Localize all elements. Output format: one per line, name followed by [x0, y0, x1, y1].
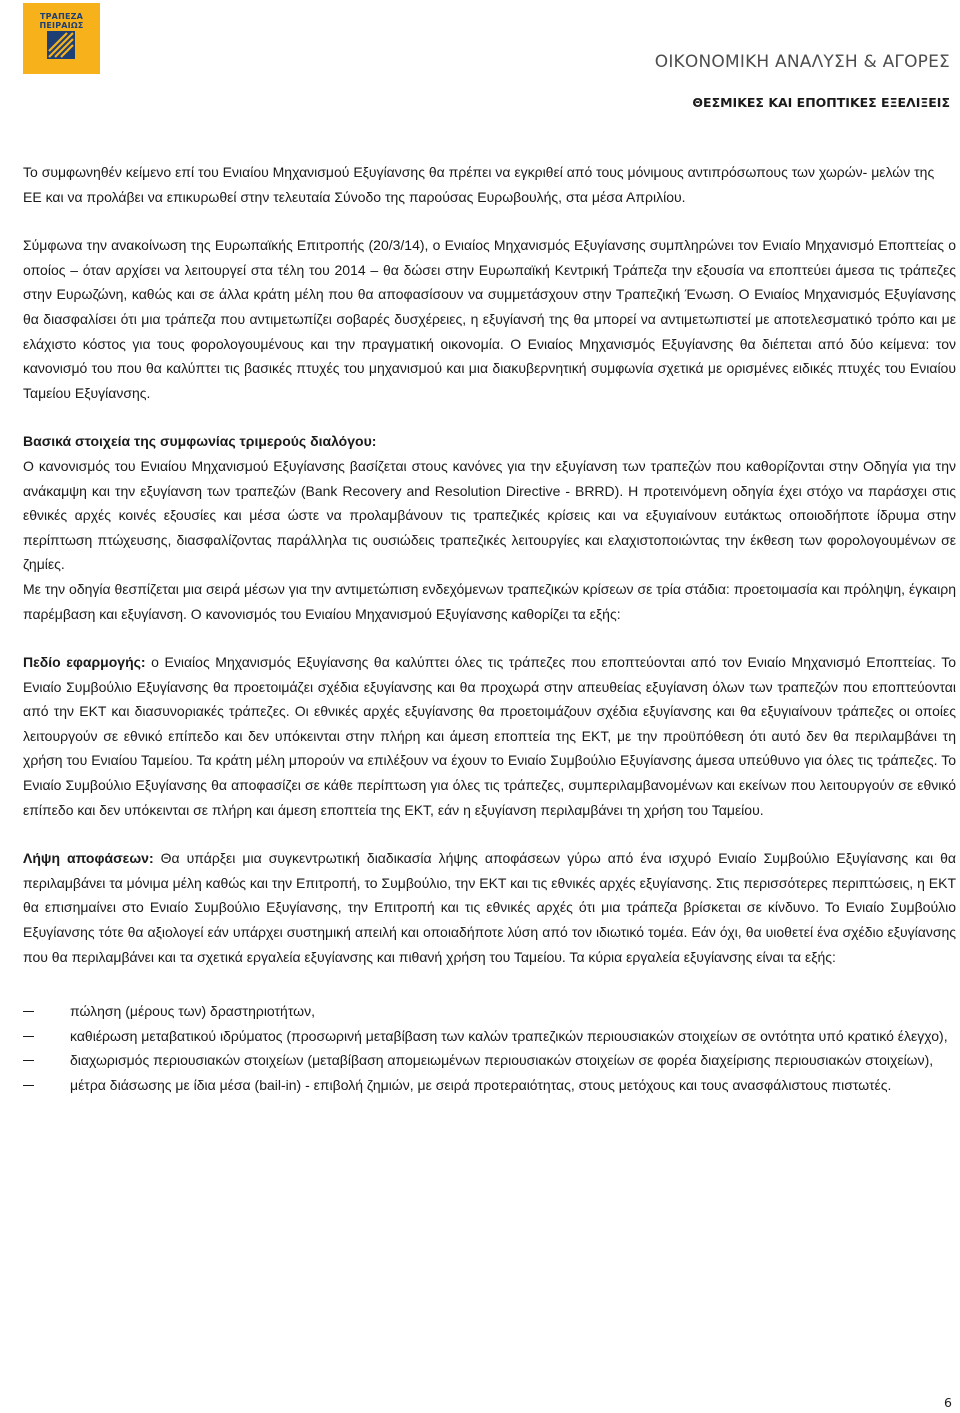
section-title: ΟΙΚΟΝΟΜΙΚΗ ΑΝΑΛΥΣΗ & ΑΓΟΡΕΣ: [654, 52, 950, 72]
list-item: πώληση (μέρους των) δραστηριοτήτων,: [23, 999, 956, 1024]
section-heading: Βασικά στοιχεία της συμφωνίας τριμερούς διαλόγου:: [23, 433, 377, 450]
list-item: μέτρα διάσωσης με ίδια μέσα (bail-in) - επιβολή ζημιών, με σειρά προτεραιότητας, στους μετόχους και τους ανασφάλιστους πιστωτές.: [23, 1073, 956, 1098]
list-item: διαχωρισμός περιουσιακών στοιχείων (μεταβίβαση απομειωμένων περιουσιακών στοιχείων σε φορέα διαχείρισης περιουσιακών στοιχείων),: [23, 1048, 956, 1073]
intro-paragraph: Το συμφωνηθέν κείμενο επί του Ενιαίου Μηχανισμού Εξυγίανσης θα πρέπει να εγκριθεί από τους μόνιμους αντιπρόσωπους των χωρών- μελών της ΕΕ και να προλάβει να επικυρωθεί στην τελευταία Σύνοδο της παρούσας Ευρωβουλής, στα μέσα Απριλίου.: [23, 164, 935, 205]
subsection-title: ΘΕΣΜΙΚΕΣ ΚΑΙ ΕΠΟΠΤΙΚΕΣ ΕΞΕΛΙΞΕΙΣ: [692, 95, 950, 110]
commission-paragraph: Σύμφωνα την ανακοίνωση της Ευρωπαϊκής Επιτροπής (20/3/14), ο Ενιαίος Μηχανισμός Εξυγίανσης συμπληρώνει τον Ενιαίο Μηχανισμό Εποπτείας ο οποίος – όταν αρχίσει να λειτουργεί στα τέλη του 2014 – θα δώσει στην Ευρωπαϊκή Κεντρική Τράπεζα την εξουσία να εποπτεύει άμεσα τις τράπεζες στην Ευρωζώνη, καθώς και σε άλλα κράτη μέλη που θα αποφασίσουν να συμμετάσχουν στην Τραπεζική Ένωση. Ο Ενιαίος Μηχανισμός Εξυγίανσης θα διασφαλίσει ότι μια τράπεζα που αντιμετωπίζει σοβαρές δυσχέρειες, η εξυγίανσή της θα μπορεί να αντιμετωπιστεί με αποτελεσματικό τρόπο και με ελάχιστο κόστος για τους φορολογουμένους και την πραγματική οικονομία. Ο Ενιαίος Μηχανισμός Εξυγίανσης θα διέπεται από δύο κείμενα: τον κανονισμό του που θα καλύπτει τις βασικές πτυχές του μηχανισμού και μια διακυβερνητική συμφωνία σχετικά με ορισμένες ειδικές πτυχές του Ενιαίου Ταμείου Εξυγίανσης.: [23, 237, 956, 401]
regulation-paragraph: Ο κανονισμός του Ενιαίου Μηχανισμού Εξυγίανσης βασίζεται στους κανόνες για την εξυγίανση των τραπεζών που καθορίζονται στην Οδηγία για την ανάκαμψη και την εξυγίανση των τραπεζών (Bank Recovery and Resolution Directive - BRRD). Η προτεινόμενη οδηγία έχει στόχο να παράσχει στις εθνικές αρχές κοινές εξουσίες και μέσα ώστε να προλαμβάνουν τις τραπεζικές κρίσεις και να εξυγιαίνουν ευτάκτως οποιοδήποτε ίδρυμα στην περίπτωση πτώχευσης, διασφαλίζοντας παράλληλα τις ουσιώδεις τραπεζικές λειτουργίες και ελαχιστοποιώντας την έκθεση των φορολογουμένων σε ζημίες.: [23, 457, 956, 573]
directive-paragraph: Με την οδηγία θεσπίζεται μια σειρά μέσων για την αντιμετώπιση ενδεχόμενων τραπεζικών κρίσεων σε τρία στάδια: προετοιμασία και πρόληψη, έγκαιρη παρέμβαση και εξυγίανση. Ο κανονισμός του Ενιαίου Μηχανισμού Εξυγίανσης καθορίζει τα εξής:: [23, 580, 956, 622]
resolution-tools-list: [23, 999, 956, 1097]
scope-paragraph: [23, 650, 956, 822]
bank-logo-text: ΤΡΑΠΕΖΑ ΠΕΙΡΑΙΩΣ: [39, 12, 84, 30]
decision-paragraph: [23, 846, 956, 969]
decision-text: Θα υπάρξει μια συγκεντρωτική διαδικασία λήψης αποφάσεων γύρω από ένα ισχυρό Ενιαίο Συμβούλιο Εξυγίανσης και θα περιλαμβάνει τα μόνιμα μέλη καθώς και την Επιτροπή, το Συμβούλιο, την ΕΚΤ και τις εθνικές αρχές εξυγίανσης. Στις περισσότερες περιπτώσεις, η ΕΚΤ θα επισημαίνει στο Ενιαίο Συμβούλιο Εξυγίανσης, την Επιτροπή και τις εθνικές αρχές ότι μια τράπεζα βρίσκεται σε κίνδυνο. Το Ενιαίο Συμβούλιο Εξυγίανσης τότε θα αξιολογεί εάν υπάρχει συστημική απειλή και οποιαδήποτε λύση από τον ιδιωτικό τομέα. Εάν όχι, θα υιοθετεί ένα σχέδιο εξυγίανσης που θα περιλαμβάνει και τα σχετικά εργαλεία εξυγίανσης και πιθανή χρήση του Ταμείου. Τα κύρια εργαλεία εξυγίανσης είναι τα εξής:: [23, 850, 956, 965]
scope-text: ο Ενιαίος Μηχανισμός Εξυγίανσης θα καλύπτει όλες τις τράπεζες που εποπτεύονται από τον Ενιαίο Μηχανισμό Εποπτείας. Το Ενιαίο Συμβούλιο Εξυγίανσης θα προετοιμάζει σχέδια εξυγίανσης και θα προχωρά στην απευθείας εξυγίανση όλων των τραπεζών που εποπτεύονται από την ΕΚΤ και διασυνοριακές τράπεζες. Οι εθνικές αρχές εξυγίανσης θα προετοιμάζουν σχέδια εξυγίανσης και θα εξυγιαίνουν τράπεζες οι οποίες λειτουργούν σε εθνικό επίπεδο και δεν υπόκεινται στην πλήρη και άμεση εποπτεία της ΕΚΤ, με την προϋπόθεση ότι αυτό δεν θα περιλαμβάνει τη χρήση του Ενιαίου Ταμείου. Τα κράτη μέλη μπορούν να επιλέξουν να έχουν το Ενιαίο Συμβούλιο Εξυγίανσης άμεσα υπεύθυνο για όλες τις τράπεζες. Το Ενιαίο Συμβούλιο Εξυγίανσης θα αποφασίζει σε κάθε περίπτωση για όλες τις τράπεζες, συμπεριλαμβανομένων και εκείνων που λειτουργούν σε εθνικό επίπεδο και δεν υπόκεινται σε πλήρη και άμεση εποπτεία της ΕΚΤ, εάν η εξυγίανση περιλαμβάνει τη χρήση του Ταμείου.: [23, 654, 956, 818]
bank-logo: [23, 3, 100, 74]
list-item: καθιέρωση μεταβατικού ιδρύματος (προσωρινή μεταβίβαση των καλών τραπεζικών περιουσιακών στοιχείων σε οντότητα υπό κρατικό έλεγχο),: [23, 1024, 956, 1049]
page-number: 6: [944, 1395, 952, 1410]
document-body: [23, 160, 956, 1098]
bank-logo-mark-icon: [47, 31, 75, 59]
decision-label: Λήψη αποφάσεων:: [23, 850, 154, 867]
scope-label: Πεδίο εφαρμογής:: [23, 654, 146, 671]
